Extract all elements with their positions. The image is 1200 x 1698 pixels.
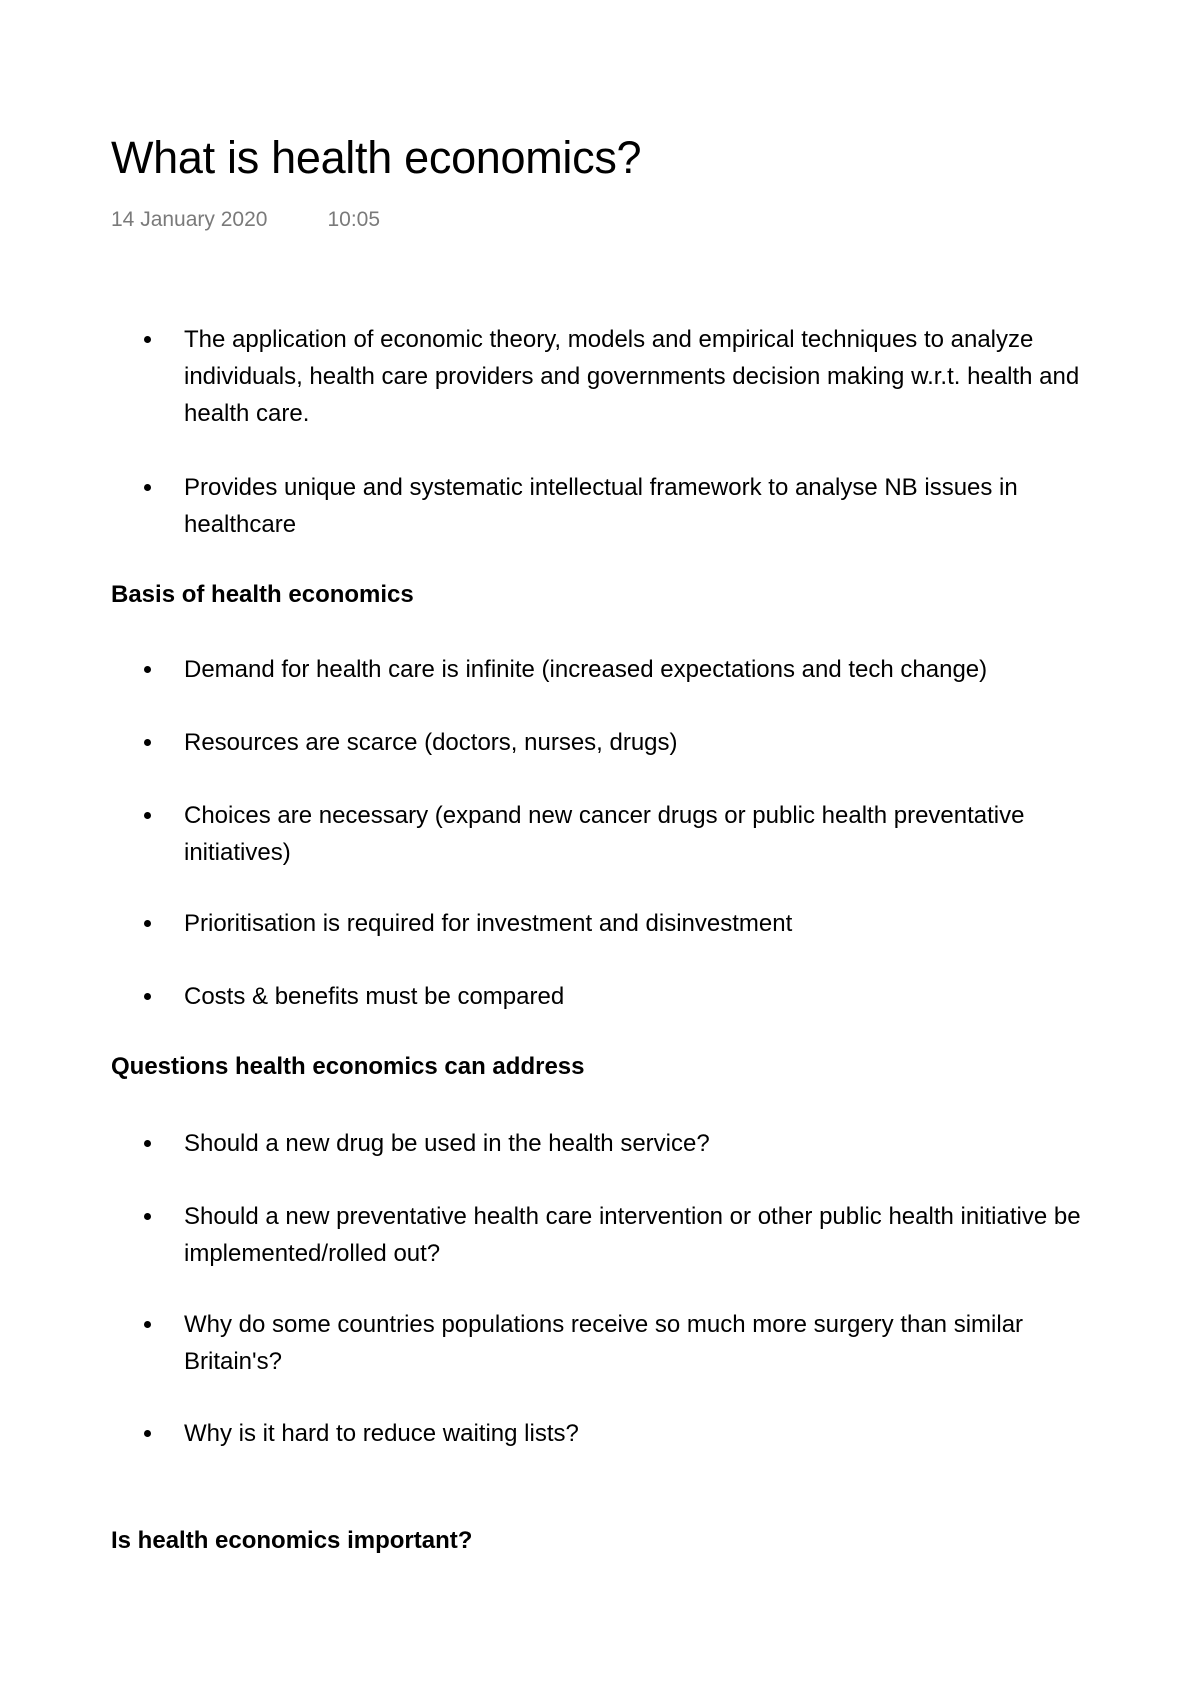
page-title: What is health economics?: [111, 132, 642, 183]
basis-bullet: Costs & benefits must be compared: [184, 978, 1114, 1015]
basis-bullet: Resources are scarce (doctors, nurses, drugs): [184, 724, 1114, 761]
basis-bullet: Prioritisation is required for investment and disinvestment: [184, 905, 1114, 942]
basis-bullet: Choices are necessary (expand new cancer drugs or public health preventative initiatives): [184, 797, 1114, 871]
question-bullet: Why is it hard to reduce waiting lists?: [184, 1415, 1114, 1452]
question-bullet: Should a new drug be used in the health service?: [184, 1125, 1114, 1162]
intro-bullet: The application of economic theory, models and empirical techniques to analyze individuals, health care providers and governments decision making w.r.t. health and health care.: [184, 321, 1114, 432]
section-heading-basis: Basis of health economics: [111, 581, 414, 608]
note-timestamp: [111, 208, 380, 232]
intro-bullet: Provides unique and systematic intellectual framework to analyse NB issues in healthcare: [184, 469, 1114, 543]
note-date: 14 January 2020: [111, 208, 268, 231]
section-heading-importance: Is health economics important?: [111, 1527, 473, 1554]
question-bullet: Should a new preventative health care intervention or other public health initiative be implemented/rolled out?: [184, 1198, 1114, 1272]
basis-bullet: Demand for health care is infinite (increased expectations and tech change): [184, 651, 1114, 688]
question-bullet: Why do some countries populations receive so much more surgery than similar Britain's?: [184, 1306, 1114, 1380]
section-heading-questions: Questions health economics can address: [111, 1053, 585, 1080]
note-time: 10:05: [327, 208, 381, 231]
